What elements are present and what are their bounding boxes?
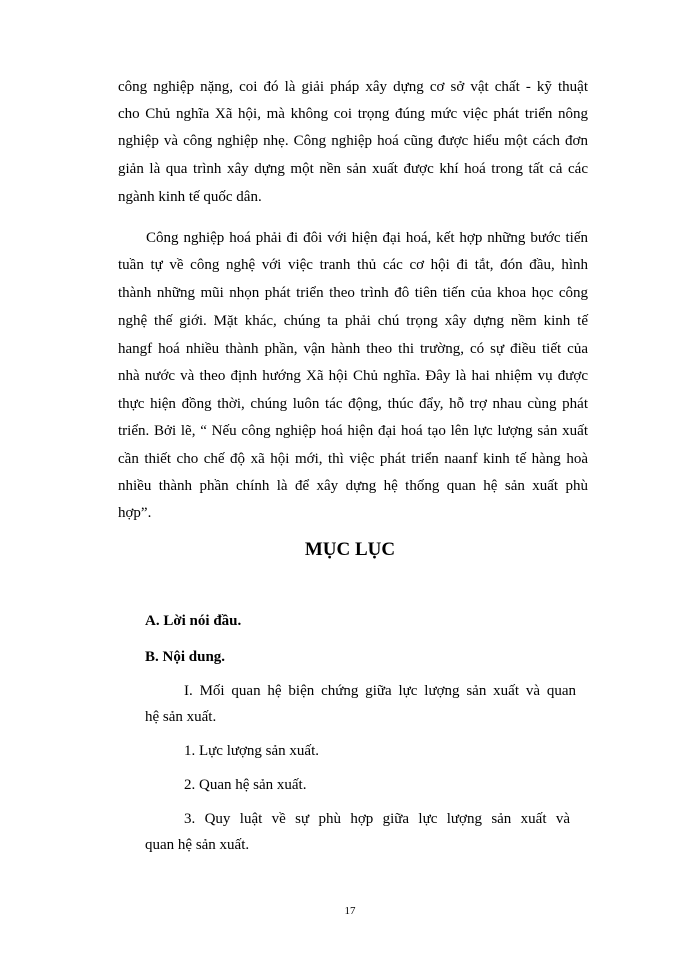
paragraph-line: cần thiết cho chế độ xã hội mới, thì việc phát triển naanf kinh tế hàng hoà — [118, 451, 588, 467]
toc-item-3-continued: quan hệ sản xuất. — [145, 837, 250, 853]
toc-section-b: B. Nội dung. — [145, 649, 226, 665]
paragraph-line: thành những mũi nhọn phát triển theo trình đô tiên tiến của khoa học công — [118, 285, 588, 301]
toc-title: MỤC LỤC — [304, 539, 396, 560]
paragraph-line: nhiều thành phần chính là để xây dựng hệ thống quan hệ sản xuất phù — [118, 478, 588, 494]
toc-item-I-continued: hệ sản xuất. — [145, 709, 217, 725]
toc-item-2: 2. Quan hệ sản xuất. — [184, 777, 307, 793]
paragraph-line: ngành kinh tế quốc dân. — [118, 189, 262, 205]
paragraph-line: nghiệp và công nghiệp nhẹ. Công nghiệp hoá cũng được hiểu một cách đơn — [118, 133, 588, 149]
toc-section-a: A. Lời nói đầu. — [145, 613, 242, 629]
paragraph-line: hangf hoá nhiều thành phần, vận hành theo thi trường, có sự điều tiết của — [118, 341, 588, 357]
paragraph-line: hợp”. — [118, 505, 152, 521]
paragraph-line: triển. Bởi lẽ, “ Nếu công nghiệp hoá hiện đại hoá tạo lên lực lượng sản xuất — [118, 423, 588, 439]
toc-item-I: I. Mối quan hệ biện chứng giữa lực lượng sản xuất và quan — [184, 683, 576, 699]
paragraph-line: nghệ thế giới. Mặt khác, chúng ta phải chú trọng xây dựng nềm kinh tế — [118, 313, 588, 329]
paragraph-line: thực hiện đồng thời, chúng luôn tác động, thúc đẩy, hỗ trợ nhau cùng phát — [118, 396, 588, 412]
paragraph-line: cho Chủ nghĩa Xã hội, mà không coi trọng đúng mức việc phát triển nông — [118, 106, 588, 122]
paragraph-line: nhà nước và theo định hướng Xã hội Chủ nghĩa. Đây là hai nhiệm vụ được — [118, 368, 588, 384]
toc-item-1: 1. Lực lượng sản xuất. — [184, 743, 319, 759]
paragraph-line: giản là qua trình xây dựng một nền sản xuất được khí hoá trong tất cả các — [118, 161, 588, 177]
toc-item-3: 3. Quy luật về sự phù hợp giữa lực lượng sản xuất và — [184, 811, 570, 827]
page-number: 17 — [344, 905, 356, 917]
paragraph-line: tuần tự về công nghệ với việc tranh thủ các cơ hội đi tắt, đón đầu, hình — [118, 257, 588, 273]
paragraph-line: công nghiệp nặng, coi đó là giải pháp xây dựng cơ sở vật chất - kỹ thuật — [118, 79, 588, 95]
paragraph-line: Công nghiệp hoá phải đi đôi với hiện đại hoá, kết hợp những bước tiến — [146, 230, 588, 246]
